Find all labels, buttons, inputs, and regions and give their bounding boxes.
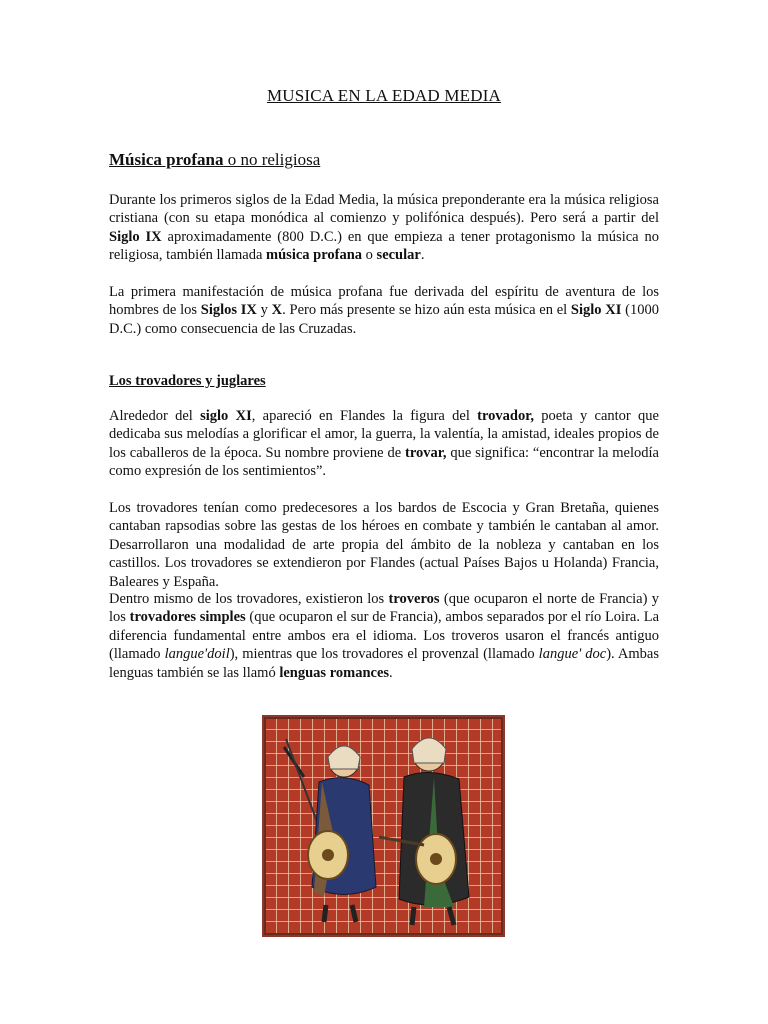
bold-run: trovadores simples — [129, 609, 246, 626]
text-run: (que ocuparon el norte de Francia) y los — [109, 591, 660, 626]
italic-run: langue'doil — [164, 646, 230, 663]
italic-run: langue' doc — [538, 646, 607, 663]
text-run: , apareció en Flandes la figura del — [251, 408, 478, 424]
text-run: y — [256, 302, 272, 319]
text-run: Los trovadores tenían como predecesores a los bardos de Escocia y Gran Bretaña, quienes cantaban rapsodias sobre las gestas de los héroes en combate y también le cantaban al amor. Desarrollaron una modalidad de arte propia del ámbito de la nobleza y cantaban en los castillos. Los trovadores se extendieron por Flandes (actual Países Bajos u Holanda) Francia, Baleares y España. — [109, 500, 659, 590]
text-run: Dentro mismo de los trovadores, existieron los — [109, 591, 389, 607]
paragraph-4 — [109, 499, 659, 591]
section-heading-bold: Música profana — [109, 150, 224, 169]
document-title: MUSICA EN LA EDAD MEDIA — [266, 86, 502, 105]
text-run: (1000 D.C.) como consecuencia de las Cruzadas. — [109, 302, 659, 337]
troubadours-illustration — [262, 715, 505, 937]
bold-run: Siglos IX — [200, 302, 257, 319]
bold-run: lenguas romances — [279, 664, 390, 681]
bold-run: Siglo IX — [109, 228, 162, 245]
text-run: ). Ambas lenguas también se las llamó — [109, 646, 659, 681]
section-heading-musica-profana — [109, 150, 320, 170]
text-run: que significa: “encontrar la melodía como expresión de los sentimientos”. — [109, 444, 659, 480]
bold-run: secular — [376, 247, 421, 264]
text-run: aproximadamente (800 D.C.) en que empieza a tener protagonismo la música no religiosa, también llamada — [109, 228, 659, 264]
text-run: . — [389, 664, 393, 681]
text-run: o — [362, 247, 377, 264]
bold-run: trovador, — [477, 408, 534, 424]
bold-run: X — [271, 302, 283, 319]
bold-run: Siglo XI — [570, 302, 622, 319]
paragraph-3 — [109, 407, 659, 481]
text-run: Durante los primeros siglos de la Edad Media, la música preponderante era la música religiosa cristiana (con su etapa monódica al comienzo y polifónica después). Pero será a partir del — [109, 192, 659, 227]
paragraph-2 — [109, 283, 659, 338]
bold-run: troveros — [388, 591, 440, 607]
section-heading-trovadores: Los trovadores y juglares — [109, 373, 266, 389]
bold-run: siglo XI — [200, 408, 252, 424]
text-run: (que ocuparon el sur de Francia), ambos separados por el río Loira. La diferencia fundamental entre ambos era el idioma. Los troveros usaron el francés antiguo (llamado — [109, 609, 660, 663]
paragraph-5 — [109, 590, 659, 682]
text-run: Alrededor del — [109, 408, 201, 424]
text-run: poeta y cantor que dedicaba sus melodías a glorificar el amor, la guerra, la valentía, la amistad, ideales propios de los caballeros de la época. Su nombre proviene de — [109, 408, 659, 461]
paragraph-1 — [109, 191, 659, 265]
text-run: . Pero más presente se hizo aún esta música en el — [282, 302, 571, 319]
text-run: La primera manifestación de música profana fue derivada del espíritu de aventura de los hombres de los — [109, 284, 659, 319]
section-heading-rest: o no religiosa — [223, 150, 321, 169]
medieval-troubadours-icon — [264, 717, 503, 935]
text-run: . — [420, 247, 425, 264]
text-run: ), mientras que los trovadores el provenzal (llamado — [229, 646, 539, 663]
bold-run: trovar, — [404, 444, 447, 461]
bold-run: música profana — [266, 247, 363, 264]
